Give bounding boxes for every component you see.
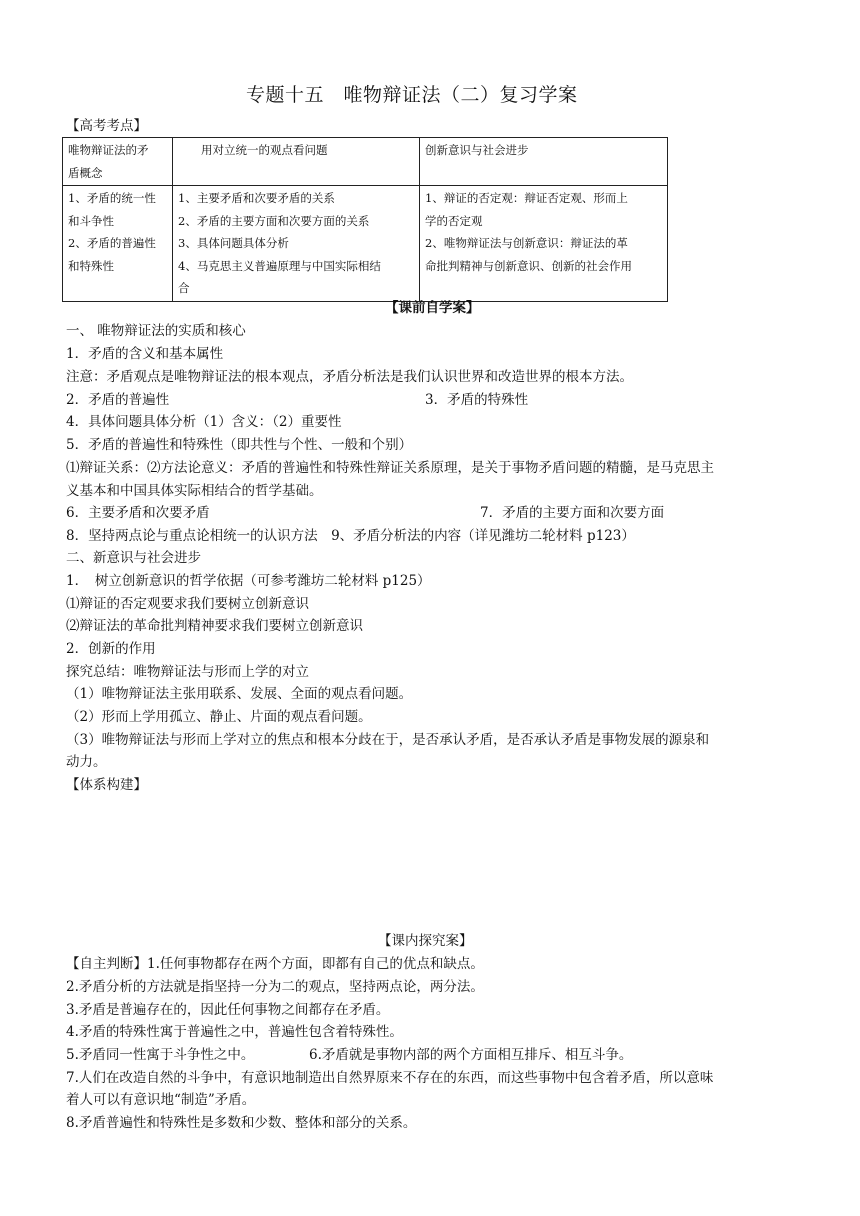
cell-text: 1、矛盾的统一性 [68,191,156,205]
cell-text: 学的否定观 [425,213,483,228]
section-heading: 二、新意识与社会进步 [66,550,201,566]
text-line: 7．矛盾的主要方面和次要方面 [480,505,665,521]
text-line: 探究总结：唯物辩证法与形而上学的对立 [66,664,309,680]
cell-text: 2、矛盾的主要方面和次要方面的关系 [178,213,370,228]
in-class-heading: 【课内探究案】 [378,933,473,949]
cell-text: 1、辩证的否定观：辩证否定观、形而上 [425,191,628,205]
text-line: （1）唯物辩证法主张用联系、发展、全面的观点看问题。 [66,686,413,702]
cell-text: 命批判精神与创新意识、创新的社会作用 [425,258,632,273]
judgement-line: 3.矛盾是普遍存在的，因此任何事物之间都存在矛盾。 [66,1002,390,1018]
judgement-line: 5.矛盾同一性寓于斗争性之中。 [66,1047,255,1063]
table-cell [63,138,173,186]
judgement-line: 4.矛盾的特殊性寓于普遍性之中，普遍性包含着特殊性。 [66,1024,403,1040]
judgement-lead: 【自主判断】 [66,956,147,972]
text-line: ⑴辩证的否定观要求我们要树立创新意识 [66,596,309,612]
text-line: ⑴辩证关系：⑵方法论意义：矛盾的普遍性和特殊性辩证关系原理，是关于事物矛盾问题的精髓，是马克思主 [66,460,714,476]
cell-text: 唯物辩证法的矛 [68,143,149,157]
text-line: ⑵辩证法的革命批判精神要求我们要树立创新意识 [66,618,363,634]
judgement-line: 着人可以有意识地“制造”矛盾。 [66,1092,256,1108]
cell-text: 创新意识与社会进步 [425,143,529,157]
table-cell [420,138,668,186]
cell-text: 1、主要矛盾和次要矛盾的关系 [178,191,335,205]
text-line: 2．矛盾的普遍性 [66,392,170,408]
table-cell [420,186,668,302]
exam-points-heading: 【高考考点】 [66,118,147,134]
table-header-row [63,138,668,186]
text-line: 4．具体问题具体分析（1）含义：（2）重要性 [66,414,342,430]
table-cell [63,186,173,302]
section-heading: 一、 唯物辩证法的实质和核心 [66,323,246,339]
cell-text: 用对立统一的观点看问题 [178,143,328,157]
text-line: （3）唯物辩证法与形而上学对立的焦点和根本分歧在于，是否承认矛盾，是否承认矛盾是事物发展的源泉和 [66,732,710,748]
judgement-line: 8.矛盾普遍性和特殊性是多数和少数、整体和部分的关系。 [66,1115,417,1131]
text-line: 5．矛盾的普遍性和特殊性（即共性与个性、一般和个别） [66,437,413,453]
text-line: 1． 树立创新意识的哲学依据（可参考潍坊二轮材料 p125） [66,573,431,589]
page-title: 专题十五 唯物辩证法（二）复习学案 [246,84,578,106]
cell-text: 和斗争性 [68,213,114,228]
text-line: 注意：矛盾观点是唯物辩证法的根本观点，矛盾分析法是我们认识世界和改造世界的根本方法。 [66,369,633,385]
text-line: 动力。 [66,754,107,770]
text-line: （2）形而上学用孤立、静止、片面的观点看问题。 [66,709,372,725]
judgement-line: 6.矛盾就是事物内部的两个方面相互排斥、相互斗争。 [309,1047,633,1063]
text-line: 6．主要矛盾和次要矛盾 [66,505,210,521]
cell-text: 2、矛盾的普遍性 [68,236,156,250]
table-cell [173,186,420,302]
cell-text: 盾概念 [68,165,103,180]
exam-points-table [62,137,668,302]
cell-text: 4、马克思主义普遍原理与中国实际相结 [178,258,381,273]
text-line: 2．创新的作用 [66,641,156,657]
text-line: 义基本和中国具体实际相结合的哲学基础。 [66,483,323,499]
text-line: 3．矛盾的特殊性 [425,392,529,408]
table-row [63,186,668,302]
cell-text: 3、具体问题具体分析 [178,236,289,250]
table-cell [173,138,420,186]
pre-class-heading: 【课前自学案】 [385,300,480,316]
text-line: 1．矛盾的含义和基本属性 [66,346,224,362]
cell-text: 和特殊性 [68,258,114,273]
cell-text: 2、唯物辩证法与创新意识：辩证法的革 [425,236,628,250]
judgement-line: 2.矛盾分析的方法就是指坚持一分为二的观点，坚持两点论，两分法。 [66,979,484,995]
judgement-line: 7.人们在改造自然的斗争中，有意识地制造出自然界原来不存在的东西，而这些事物中包含着矛盾，所以意味 [66,1070,714,1086]
judgement-text: 1.任何事物都存在两个方面，即都有自己的优点和缺点。 [147,956,484,972]
text-line: 8．坚持两点论与重点论相统一的认识方法 9、矛盾分析法的内容（详见潍坊二轮材料 p123） [66,528,635,544]
judgement-line [66,953,484,975]
cell-text: 合 [178,281,190,295]
system-heading: 【体系构建】 [66,777,147,793]
